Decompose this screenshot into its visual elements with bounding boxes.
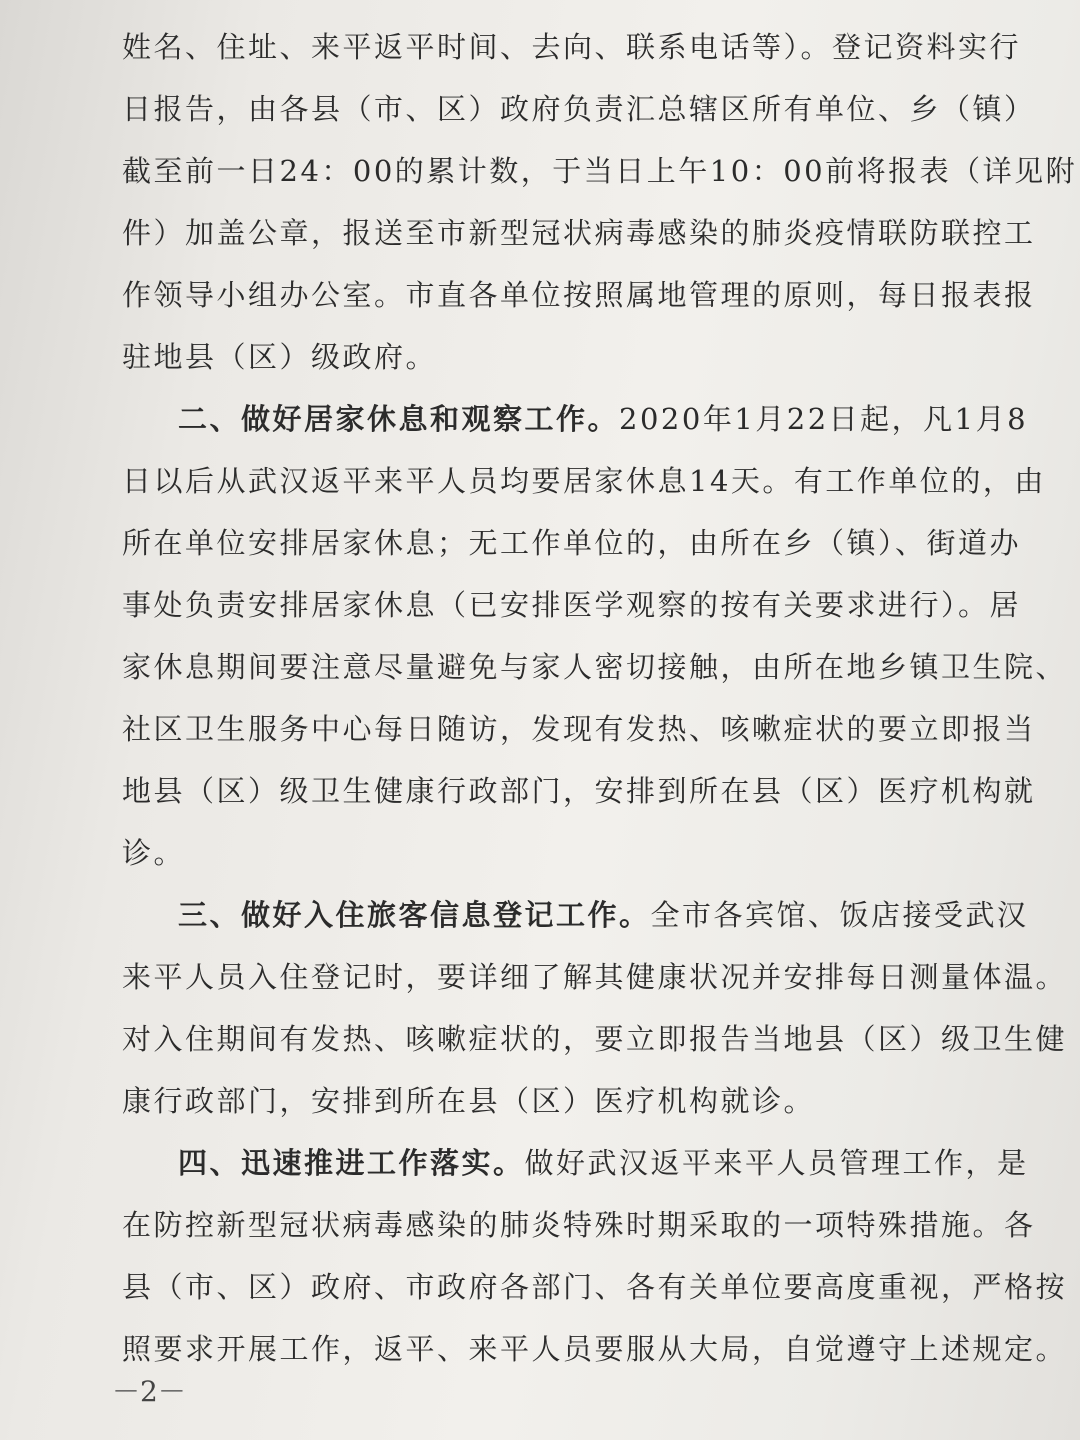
paragraph-line: 所在单位安排居家休息；无工作单位的，由所在乡（镇）、街道办 bbox=[122, 526, 1022, 560]
section-3-heading: 三、做好入住旅客信息登记工作。 bbox=[178, 898, 651, 932]
page-number: －2－ bbox=[112, 1375, 186, 1408]
paragraph-line: 照要求开展工作，返平、来平人员要服从大局，自觉遵守上述规定。 bbox=[122, 1332, 1068, 1366]
paragraph-line: 家休息期间要注意尽量避免与家人密切接触，由所在地乡镇卫生院、 bbox=[122, 650, 1068, 684]
section-4-first-line bbox=[178, 1132, 1029, 1194]
paragraph-line: 地县（区）级卫生健康行政部门，安排到所在县（区）医疗机构就 bbox=[122, 774, 1036, 808]
paragraph-line: 日以后从武汉返平来平人员均要居家休息14天。有工作单位的，由 bbox=[122, 464, 1046, 498]
paragraph-line: 日报告，由各县（市、区）政府负责汇总辖区所有单位、乡（镇） bbox=[122, 92, 1036, 126]
section-2-first-line-text: 2020年1月22日起，凡1月8 bbox=[619, 402, 1029, 436]
section-3-first-line bbox=[178, 884, 1029, 946]
paragraph-line: 在防控新型冠状病毒感染的肺炎特殊时期采取的一项特殊措施。各 bbox=[122, 1208, 1036, 1242]
paragraph-line: 社区卫生服务中心每日随访，发现有发热、咳嗽症状的要立即报当 bbox=[122, 712, 1036, 746]
paragraph-line: 诊。 bbox=[122, 836, 186, 870]
section-4-first-line-text: 做好武汉返平来平人员管理工作，是 bbox=[524, 1146, 1029, 1180]
section-4-heading: 四、迅速推进工作落实。 bbox=[178, 1146, 525, 1180]
paragraph-line: 康行政部门，安排到所在县（区）医疗机构就诊。 bbox=[122, 1084, 816, 1118]
paragraph-line: 对入住期间有发热、咳嗽症状的，要立即报告当地县（区）级卫生健 bbox=[122, 1022, 1068, 1056]
paragraph-line: 事处负责安排居家休息（已安排医学观察的按有关要求进行）。居 bbox=[122, 588, 1022, 622]
paragraph-line: 作领导小组办公室。市直各单位按照属地管理的原则，每日报表报 bbox=[122, 278, 1036, 312]
section-3-first-line-text: 全市各宾馆、饭店接受武汉 bbox=[650, 898, 1029, 932]
section-2-heading: 二、做好居家休息和观察工作。 bbox=[178, 402, 620, 436]
paragraph-line: 来平人员入住登记时，要详细了解其健康状况并安排每日测量体温。 bbox=[122, 960, 1068, 994]
paragraph-line: 截至前一日24：00的累计数，于当日上午10：00前将报表（详见附 bbox=[122, 154, 1078, 188]
paragraph-line: 县（市、区）政府、市政府各部门、各有关单位要高度重视，严格按 bbox=[122, 1270, 1068, 1304]
paragraph-line: 件）加盖公章，报送至市新型冠状病毒感染的肺炎疫情联防联控工 bbox=[122, 216, 1036, 250]
section-2-first-line bbox=[178, 388, 1029, 450]
paragraph-line: 驻地县（区）级政府。 bbox=[122, 340, 438, 374]
paragraph-line: 姓名、住址、来平返平时间、去向、联系电话等）。登记资料实行 bbox=[122, 30, 1022, 64]
